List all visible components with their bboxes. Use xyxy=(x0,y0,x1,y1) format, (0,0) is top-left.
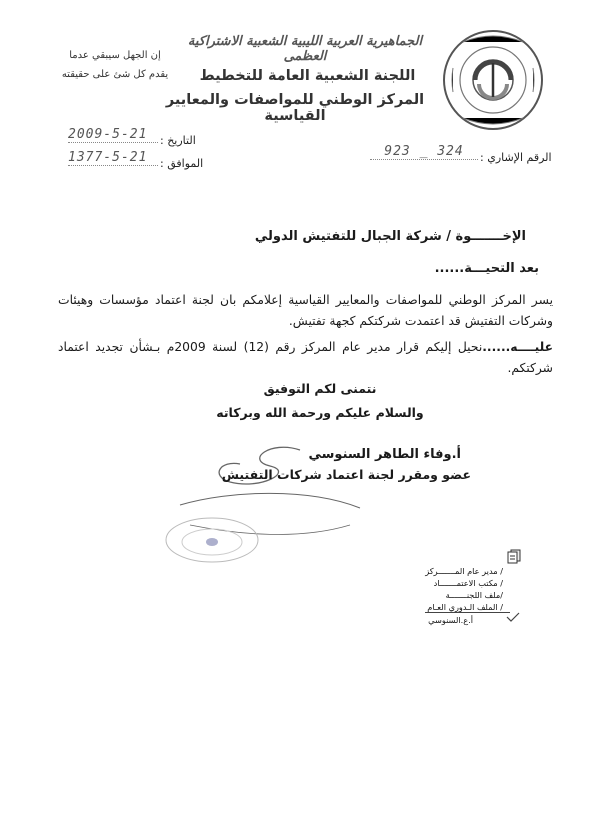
cc-item: / مدير عام المـــــــركز xyxy=(425,566,503,576)
paragraph-decision xyxy=(58,337,553,379)
closing-salutation: والسلام عليكم ورحمة الله وبركاته xyxy=(216,405,424,420)
copies-icon xyxy=(506,548,522,564)
motto-line: يقدم كل شئ على حقيقته xyxy=(61,69,169,80)
paragraph-lead: عليــــه...... xyxy=(482,340,554,354)
greeting: بعد التحيـــة...... xyxy=(434,261,539,276)
cc-divider xyxy=(425,612,510,613)
cc-item: / مكتب الاعتمـــــــاد xyxy=(433,578,503,588)
motto-line: إن الجهل سيبقي عدما xyxy=(69,50,161,61)
header-motto xyxy=(40,46,190,84)
date-label: التاريخ : xyxy=(160,134,196,147)
reference-number-label: الرقم الإشاري : xyxy=(480,151,552,164)
header-committee: اللجنة الشعبية العامة للتخطيط xyxy=(199,68,416,84)
closing-wishes: نتمنى لكم التوفيق xyxy=(263,381,377,396)
cc-item: / الملف الـدوري العـام xyxy=(427,602,503,612)
checkmark-icon xyxy=(505,611,521,623)
header-center: المركز الوطني للمواصفات والمعايير القياسية xyxy=(165,92,425,124)
signatory-name: أ.وفاء الطاهر السنوسي xyxy=(308,447,461,462)
reference-number-value: 923 _ 324 xyxy=(370,144,478,160)
signatory-title: عضو ومقرر لجنة اعتماد شركات التفتيش xyxy=(221,467,471,482)
cc-initials: أ.ع.السنوسي xyxy=(428,615,473,625)
paragraph-decision-text: نحيل إليكم قرار مدير عام المركز رقم (12) لسنة 2009م بـشأن تجديد اعتماد شركتكم. xyxy=(58,340,553,375)
paragraph-notice: يسر المركز الوطني للمواصفات والمعايير القياسية إعلامكم بان لجنة اعتماد مؤسسات وهيئات وشركات التفتيش قد اعتمدت شركتكم كجهة تفتيش. xyxy=(58,293,553,328)
cc-item: /ملف اللجنـــــــة xyxy=(445,590,503,600)
center-logo-emblem xyxy=(441,28,545,132)
date-value: 2009-5-21 xyxy=(68,127,158,143)
muwafiq-label: الموافق : xyxy=(160,157,204,170)
muwafiq-value: 1377-5-21 xyxy=(68,150,158,166)
addressee: الإخـــــــوة / شركة الجبال للتفتيش الدولي xyxy=(254,229,526,244)
header-jamahiriya: الجماهيرية العربية الليبية الشعبية الاشتراكية العظمى xyxy=(187,34,423,64)
